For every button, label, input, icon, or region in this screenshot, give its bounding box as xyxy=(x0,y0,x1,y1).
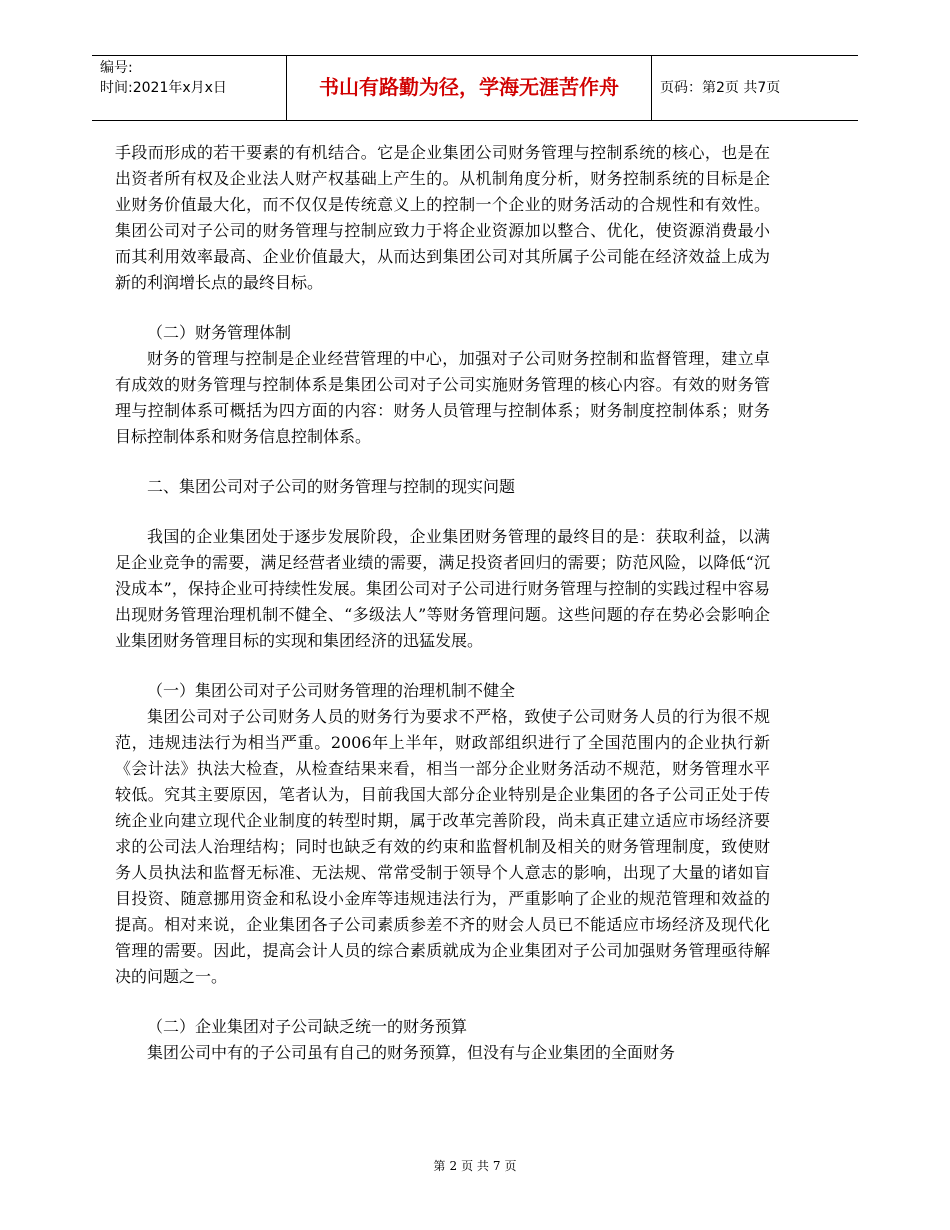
header-rule-bottom xyxy=(92,120,858,121)
heading-governance: （一）集团公司对子公司财务管理的治理机制不健全 xyxy=(147,681,516,700)
paragraph-budget: 集团公司中有的子公司虽有自己的财务预算，但没有与企业集团的全面财务 xyxy=(147,1043,676,1062)
header-meta xyxy=(100,58,227,98)
paragraph-intro: 手段而形成的若干要素的有机结合。它是企业集团公司财务管理与控制系统的核心，也是在出资者所有权及企业法人财产权基础上产生的。从机制角度分析，财务控制系统的目标是企业财务价值最大化，而不仅仅是传统意义上的控制一个企业的财务活动的合规性和有效性。集团公司对子公司的财务管理与控制应致力于将企业资源加以整合、优化，使资源消费最小而其利用效率最高、企业价值最大，从而达到集团公司对其所属子公司能在经济效益上成为新的利润增长点的最终目标。 xyxy=(115,143,770,292)
header-rule-top xyxy=(92,55,858,56)
paragraph-governance: 集团公司对子公司财务人员的财务行为要求不严格，致使子公司财务人员的行为很不规范，违规违法行为相当严重。2006年上半年，财政部组织进行了全国范围内的企业执行新《会计法》执法大检查，从检查结果来看，相当一部分企业财务活动不规范，财务管理水平较低。究其主要原因，笔者认为，目前我国大部分企业特别是企业集团的各子公司正处于传统企业向建立现代企业制度的转型时期，属于改革完善阶段，尚未真正建立适应市场经济要求的公司法人治理结构；同时也缺乏有效的约束和监督机制及相关的财务管理制度，致使财务人员执法和监督无标准、无法规、常常受制于领导个人意志的影响，出现了大量的诸如盲目投资、随意挪用资金和私设小金库等违规违法行为，严重影响了企业的规范管理和效益的提高。相对来说，企业集团各子公司素质参差不齐的财会人员已不能适应市场经济及现代化管理的需要。因此，提高会计人员的综合素质就成为企业集团对子公司加强财务管理亟待解决的问题之一。 xyxy=(115,707,770,986)
footer-page-number: 2 xyxy=(449,1159,458,1173)
heading-finance-system: （二）财务管理体制 xyxy=(147,323,292,342)
header-page-info: 页码：第2页 共7页 xyxy=(660,80,781,96)
page-footer xyxy=(0,1157,950,1175)
footer-prefix: 第 xyxy=(433,1159,446,1173)
footer-suffix: 页 xyxy=(504,1159,517,1173)
document-body xyxy=(115,140,770,1066)
header-divider-left xyxy=(286,55,287,121)
header-motto: 书山有路勤为径，学海无涯苦作舟 xyxy=(319,75,619,99)
serial-label: 编号: xyxy=(100,60,133,76)
footer-middle: 页 共 xyxy=(461,1159,489,1173)
paragraph-section-two: 我国的企业集团处于逐步发展阶段，企业集团财务管理的最终目的是：获取利益，以满足企业竞争的需要，满足经营者业绩的需要，满足投资者回归的需要；防范风险，以降低“沉没成本”，保持企业可持续性发展。集团公司对子公司进行财务管理与控制的实践过程中容易出现财务管理治理机制不健全、“多级法人”等财务管理问题。这些问题的存在势必会影响企业集团财务管理目标的实现和集团经济的迅猛发展。 xyxy=(115,527,770,650)
time-label: 时间:2021年x月x日 xyxy=(100,80,227,96)
footer-total-pages: 7 xyxy=(492,1159,501,1173)
paragraph-finance-system: 财务的管理与控制是企业经营管理的中心，加强对子公司财务控制和监督管理，建立卓有成效的财务管理与控制体系是集团公司对子公司实施财务管理的核心内容。有效的财务管理与控制体系可概括为四方面的内容：财务人员管理与控制体系；财务制度控制体系；财务目标控制体系和财务信息控制体系。 xyxy=(115,349,770,446)
heading-budget: （二）企业集团对子公司缺乏统一的财务预算 xyxy=(147,1017,468,1036)
header-divider-right xyxy=(651,55,652,121)
heading-section-two: 二、集团公司对子公司的财务管理与控制的现实问题 xyxy=(147,477,516,496)
